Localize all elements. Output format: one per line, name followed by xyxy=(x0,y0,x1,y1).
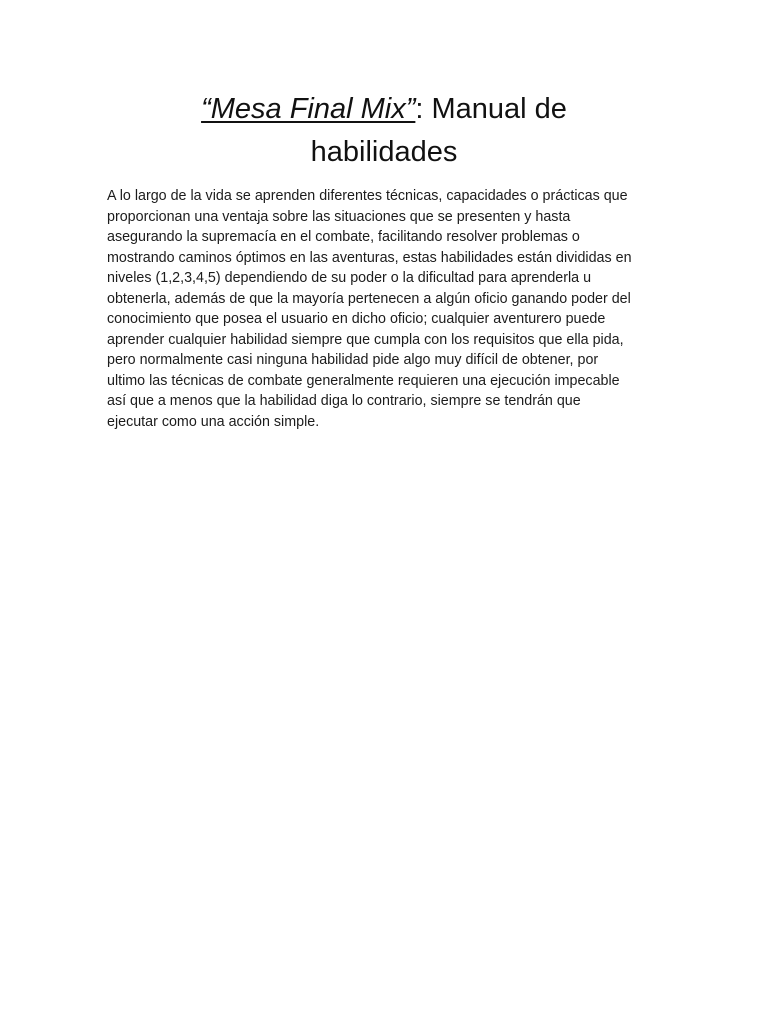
paragraph-line: proporcionan una ventaja sobre las situaciones que se presenten y hasta xyxy=(107,208,571,225)
paragraph-line: conocimiento que posea el usuario en dicho oficio; cualquier aventurero puede xyxy=(107,311,606,327)
intro-paragraph xyxy=(107,186,667,432)
paragraph-line: A lo largo de la vida se aprenden diferentes técnicas, capacidades o prácticas que xyxy=(107,188,628,204)
title-rest: : Manual de xyxy=(415,93,567,125)
paragraph-line: mostrando caminos óptimos en las aventuras, estas habilidades están divididas en xyxy=(107,249,632,266)
paragraph-line: niveles (1,2,3,4,5) dependiendo de su poder o la dificultad para aprenderla u xyxy=(107,270,592,286)
paragraph-line: obtenerla, además de que la mayoría pertenecen a algún oficio ganando poder del xyxy=(107,290,631,307)
paragraph-line: ultimo las técnicas de combate generalmente requieren una ejecución impecable xyxy=(107,372,620,389)
title-line-2: habilidades xyxy=(310,136,458,168)
paragraph-line: ejecutar como una acción simple. xyxy=(107,413,320,430)
paragraph-line: pero normalmente casi ninguna habilidad pide algo muy difícil de obtener, por xyxy=(107,352,599,368)
page-title xyxy=(90,88,678,174)
paragraph-line: aprender cualquier habilidad siempre que cumpla con los requisitos que ella pida, xyxy=(107,331,624,348)
paragraph-line: así que a menos que la habilidad diga lo contrario, siempre se tendrán que xyxy=(107,393,581,409)
title-game-name: “Mesa Final Mix” xyxy=(201,93,416,125)
paragraph-line: asegurando la supremacía en el combate, facilitando resolver problemas o xyxy=(107,229,580,245)
